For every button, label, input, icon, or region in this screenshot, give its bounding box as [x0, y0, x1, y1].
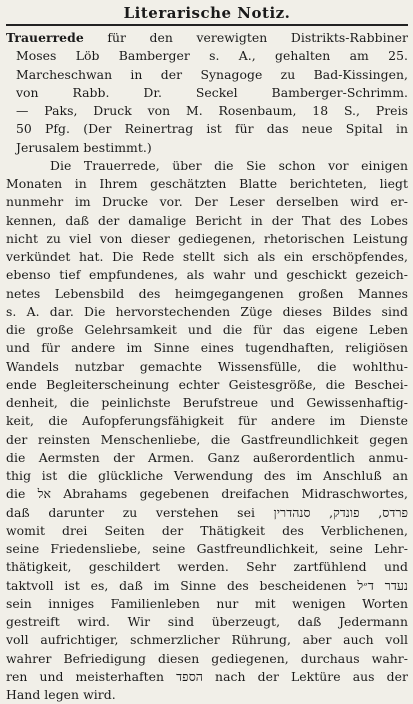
article-heading: Literarische Notiz. — [123, 4, 291, 22]
text-line: nicht zu viel von dieser gediegenen, rhetorischen Leistung — [6, 230, 408, 246]
text-line: voll aufrichtiger, schmerzlicher Rührung, aber auch voll — [6, 632, 408, 648]
text-line: und für andere im Sinne eines tugendhaften, religiösen — [6, 340, 408, 356]
text-line: 50 Pfg. (Der Reinertrag ist für das neue Spital in — [16, 121, 408, 137]
article-body — [6, 29, 408, 704]
text-line: netes Lebensbild des heimgegangenen großen Mannes — [6, 285, 408, 301]
text-line: Jerusalem bestimmt.) — [16, 139, 152, 155]
text-line: ren und meisterhaften הספד nach der Lektüre aus der — [6, 668, 408, 684]
text-line: Trauerrede für den verewigten Distrikts-Rabbiner — [6, 30, 408, 45]
text-line: Monaten in Ihrem geschätzten Blatte berichteten, liegt — [6, 176, 408, 191]
lead-word: Trauerrede — [6, 30, 84, 45]
text-line: Wandels nutzbar gemachte Wissensfülle, die wohlthu- — [6, 358, 408, 374]
text-line: seine Friedensliebe, seine Gastfreundlichkeit, seine Lehr- — [6, 541, 408, 556]
text-line: ende Begleiterscheinung echter Geistesgröße, die Beschei- — [6, 376, 408, 392]
text-line: nunmehr im Drucke vor. Der Leser derselben wird er- — [6, 194, 408, 210]
text-line: Die Trauerrede, über die Sie schon vor einigen — [50, 157, 408, 173]
text-line: taktvoll ist es, daß im Sinne des bescheidenen נעדר ד״ל — [6, 577, 408, 593]
text-line: thig ist die glückliche Verwendung des im Anschluß an — [6, 468, 408, 483]
text-line: thätigkeit, geschildert werden. Sehr zartfühlend und — [6, 559, 408, 575]
text-line: verkündet hat. Die Rede stellt sich als ein erschöpfendes, — [6, 249, 408, 264]
text-line: von Rabb. Dr. Seckel Bamberger-Schrimm. — [16, 84, 408, 100]
text-line: sein inniges Familienleben nur mit wenigen Worten — [6, 595, 408, 611]
text-line: die Aermsten der Armen. Ganz außerordentlich anmu- — [6, 449, 408, 465]
text-line: gestreift wird. Wir sind überzeugt, daß Jedermann — [6, 614, 408, 629]
article — [6, 4, 408, 702]
text-line: s. A. dar. Die hervorstechenden Züge dieses Bildes sind — [6, 303, 408, 319]
text-line: keit, die Aufopferungsfähigkeit für andere im Dienste — [6, 413, 408, 429]
text-line: daß darunter zu verstehen sei פרדס, פונדק, סנהדרין — [6, 504, 408, 520]
text-line: womit drei Seiten der Thätigkeit des Verblichenen, — [6, 522, 408, 538]
text-line: der reinsten Menschenliebe, die Gastfreundlichkeit gegen — [6, 431, 408, 447]
text-line: — Paks, Druck von M. Rosenbaum, 18 S., Preis — [16, 103, 408, 118]
text-line: die große Gelehrsamkeit und die für das eigene Leben — [6, 322, 408, 337]
text-line: Moses Löb Bamberger s. A., gehalten am 25. — [16, 48, 408, 64]
text-line: kennen, daß der damalige Bericht in der That des Lobes — [6, 212, 408, 228]
text-line: ebenso tief empfundenes, als wahr und geschickt gezeich- — [6, 267, 408, 283]
text-line: denheit, die peinlichste Berufstreue und Gewissenhaftig- — [6, 395, 408, 410]
text-line: wahrer Befriedigung diesen gediegenen, durchaus wahr- — [6, 650, 408, 666]
text-line: die אל Abrahams gegebenen dreifachen Midraschwortes, — [6, 486, 408, 502]
heading-rule — [6, 24, 408, 26]
text-line: Hand legen wird. — [6, 687, 116, 702]
text-line: Marcheschwan in der Synagoge zu Bad-Kissingen, — [16, 66, 408, 82]
